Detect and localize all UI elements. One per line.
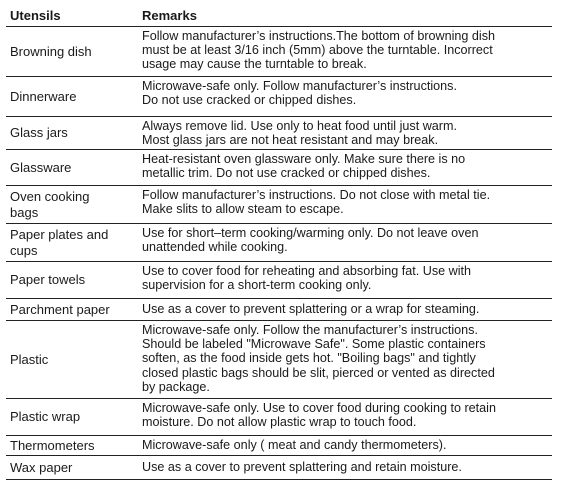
table-row (6, 262, 552, 299)
utensil-cell: Thermometers (10, 437, 95, 453)
table-row (6, 224, 552, 262)
remarks-cell: Use as a cover to prevent splattering or a wrap for steaming. (142, 302, 480, 317)
table-row (6, 77, 552, 117)
utensil-cell: Dinnerware (10, 88, 77, 104)
remarks-cell: Always remove lid. Use only to heat food until just warm. Most glass jars are not heat resistant and may break. (142, 119, 457, 148)
utensil-cell: Glassware (10, 159, 72, 175)
header-remarks: Remarks (142, 7, 197, 23)
table-row (6, 27, 552, 77)
remarks-cell: Microwave-safe only. Use to cover food during cooking to retain moisture. Do not allow plastic wrap to touch food. (142, 401, 496, 430)
remarks-cell: Microwave-safe only. Follow the manufacturer’s instructions. Should be labeled "Microwave Safe". Some plastic containers soften, as the food inside gets hot. "Boiling bags" and tightly closed plastic bags should be slit, pierced or vented as directed by package. (142, 323, 495, 394)
remarks-cell: Follow manufacturer’s instructions.The bottom of browning dish must be at least 3/16 inch (5mm) above the turntable. Incorrect usage may cause the turntable to break. (142, 29, 496, 72)
utensil-cell: Plastic wrap (10, 409, 81, 424)
remarks-cell: Microwave-safe only ( meat and candy thermometers). (142, 438, 447, 453)
table-row (6, 186, 552, 224)
table-row (6, 150, 552, 186)
table-row (6, 436, 552, 456)
remarks-cell: Follow manufacturer’s instructions. Do not close with metal tie. Make slits to allow steam to escape. (142, 188, 491, 217)
utensil-cell: Paper plates and cups (10, 226, 109, 258)
remarks-cell: Use as a cover to prevent splattering and retain moisture. (142, 460, 462, 475)
remarks-cell: Use for short–term cooking/warming only. Do not leave oven unattended while cooking. (142, 226, 479, 255)
utensils-table (6, 4, 552, 480)
table-row (6, 117, 552, 150)
utensil-cell: Browning dish (10, 43, 92, 59)
utensil-cell: Plastic (10, 351, 49, 367)
header-utensils: Utensils (10, 7, 61, 23)
utensil-cell: Parchment paper (10, 301, 110, 317)
utensil-cell: Oven cooking bags (10, 188, 90, 220)
table-row (6, 399, 552, 436)
utensil-cell: Wax paper (10, 459, 73, 475)
remarks-cell: Use to cover food for reheating and absorbing fat. Use with supervision for a short-term cooking only. (142, 264, 472, 293)
table-row (6, 321, 552, 399)
utensil-cell: Glass jars (10, 125, 68, 140)
remarks-cell: Microwave-safe only. Follow manufacturer’s instructions. Do not use cracked or chipped dishes. (142, 79, 457, 108)
table-row (6, 299, 552, 321)
table-header (6, 4, 552, 27)
remarks-cell: Heat-resistant oven glassware only. Make sure there is no metallic trim. Do not use cracked or chipped dishes. (142, 152, 466, 181)
table-row (6, 456, 552, 480)
utensil-cell: Paper towels (10, 272, 86, 287)
